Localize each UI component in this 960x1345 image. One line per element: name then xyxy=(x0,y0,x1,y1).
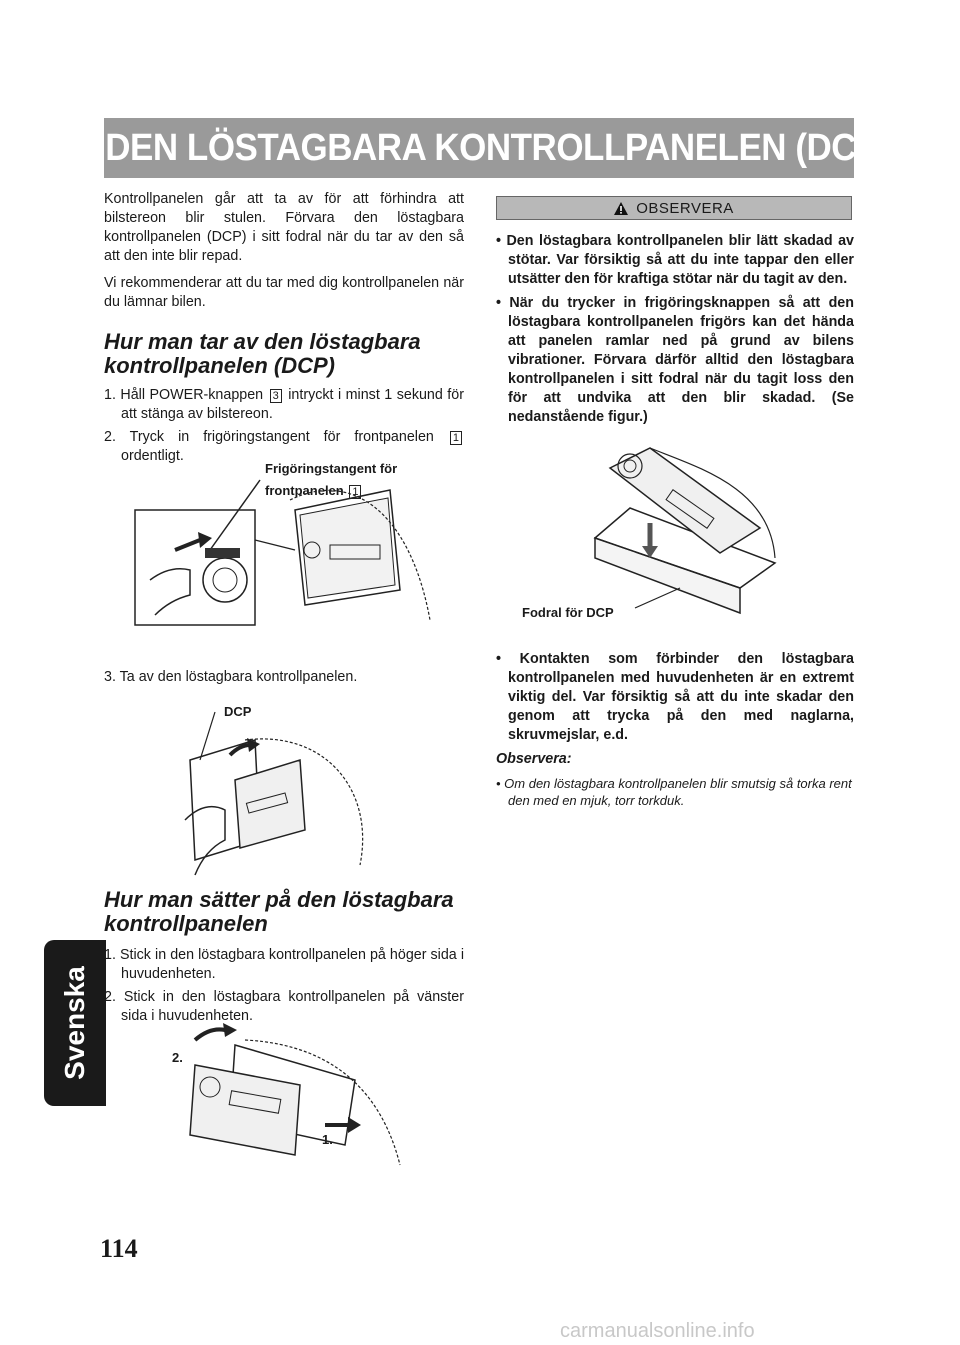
attach-heading xyxy=(104,888,464,936)
figure-remove-dcp-illustration xyxy=(185,700,385,875)
observe-bullet-2: • När du trycker in frigöringsknappen så att den löstagbara kontrollpanelen frigörs kan det hända att panelen ramlar ned på grund av bilens vibrationer. Förvara därför alltid den löstagbara kontrollpanelen i sitt fodral när du tagit loss den för att undvika att den blir skadad. (Se nedanstående figur.) xyxy=(496,295,854,425)
attach-section xyxy=(104,888,464,1030)
watermark: carmanualsonline.info xyxy=(560,1320,755,1342)
observe-title-bar xyxy=(496,196,852,220)
note-text: • Om den löstagbara kontrollpanelen blir smutsig så torka rent den med en mjuk, torr torkduk. xyxy=(496,776,852,808)
figure-case-illustration xyxy=(590,448,790,618)
figure1-label-line1: Frigöringstangent för xyxy=(265,461,398,476)
observe-title: OBSERVERA xyxy=(636,199,734,217)
observe-bullet-3: • Kontakten som förbinder den löstagbara kontrollpanelen med huvudenheten är en extremt viktig del. Var försiktig så att du inte skadar den genom att trycka på den med naglarna, skruvmejslar, e.d. xyxy=(496,651,854,743)
release-key-ref: 1 xyxy=(450,431,462,445)
intro-paragraph-2: Vi rekommenderar att du tar med dig kontrollpanelen när du lämnar bilen. xyxy=(104,275,464,310)
chapter-title-bar xyxy=(67,118,891,178)
language-tab-label: Svenska xyxy=(59,966,91,1080)
attach-step-2: 2. Stick in den löstagbara kontrollpanelen på vänster sida i huvudenheten. xyxy=(104,989,464,1024)
left-column xyxy=(104,190,464,470)
warning-icon xyxy=(614,202,628,215)
remove-step-1 xyxy=(104,386,464,424)
figure-attach-illustration xyxy=(185,1025,405,1170)
figure1-label-text: frontpanelen xyxy=(265,483,344,498)
remove-heading-line1: Hur man tar av den löstagbara xyxy=(104,329,421,354)
right-lower xyxy=(496,650,854,809)
remove-step-1-text-a: 1. Håll POWER-knappen xyxy=(104,387,264,403)
figure3-label-1: 1. xyxy=(322,1132,333,1147)
attach-step-1: 1. Stick in den löstagbara kontrollpanelen på höger sida i huvudenheten. xyxy=(104,947,464,982)
attach-heading-line1: Hur man sätter på den löstagbara xyxy=(104,887,454,912)
remove-step-3: 3. Ta av den löstagbara kontrollpanelen. xyxy=(104,669,358,685)
case-label: Fodral för DCP xyxy=(522,605,614,620)
attach-heading-line2: kontrollpanelen xyxy=(104,911,268,936)
remove-step-2-text-b: ordentligt. xyxy=(121,448,184,464)
language-tab xyxy=(44,940,106,1106)
chapter-title: 4. DEN LÖSTAGBARA KONTROLLPANELEN (DCP) xyxy=(67,126,891,169)
observe-bullet-1: • Den löstagbara kontrollpanelen blir lätt skadad av stötar. Var försiktig så att du inte tappar den eller utsätter den för kraftiga stötar när du tagit av den. xyxy=(496,233,854,287)
intro-paragraph-1: Kontrollpanelen går att ta av för att förhindra att bilstereon blir stulen. Förvara den löstagbara kontrollpanelen (DCP) i sitt fodral när du tar av den så att den inte blir repad. xyxy=(104,191,464,264)
remove-heading-line2: kontrollpanelen (DCP) xyxy=(104,353,336,378)
figure2-label: DCP xyxy=(224,704,252,719)
figure1-ref-number: 1 xyxy=(349,485,361,499)
figure-remove-release-illustration xyxy=(130,470,440,630)
remove-step-2-text-a: 2. Tryck in frigöringstangent för frontpanelen xyxy=(104,429,434,445)
remove-step-1-text-b: intryckt i minst 1 sekund för att stänga av bilstereon. xyxy=(121,387,464,422)
remove-heading xyxy=(104,330,464,378)
power-button-ref: 3 xyxy=(270,389,282,403)
note-heading: Observera: xyxy=(496,751,572,767)
figure3-label-2: 2. xyxy=(172,1050,183,1065)
page-number: 114 xyxy=(100,1234,138,1263)
right-column xyxy=(496,196,854,432)
